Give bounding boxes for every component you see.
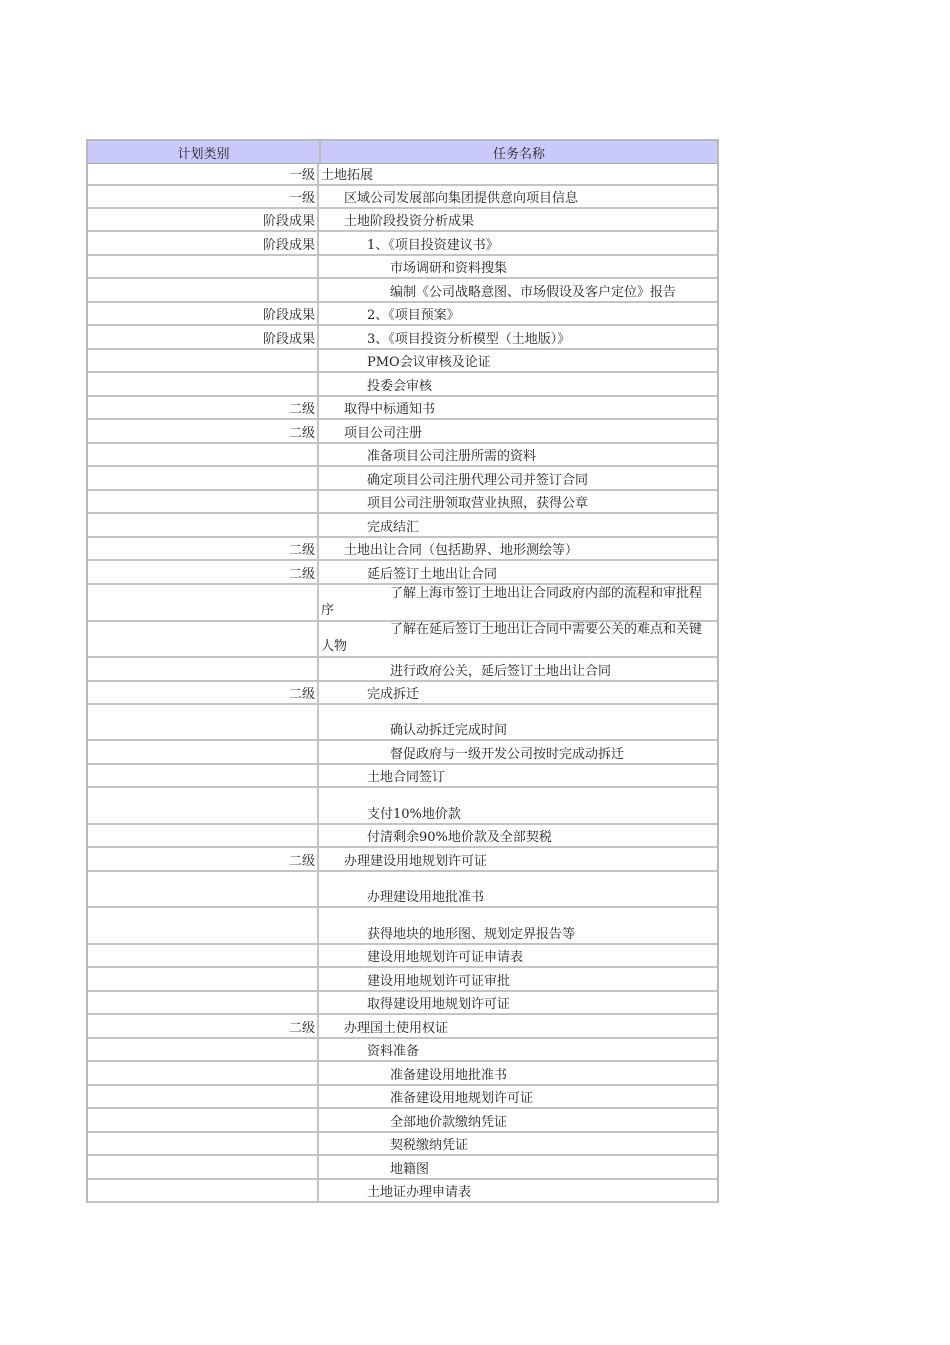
task-name-cell <box>319 209 717 230</box>
table-row <box>88 1015 717 1039</box>
table-row <box>88 561 717 585</box>
category-cell <box>88 1180 319 1201</box>
task-name-cell <box>319 1086 717 1107</box>
category-cell <box>88 444 319 465</box>
table-row <box>88 968 717 992</box>
category-cell: 二级 <box>88 1015 319 1037</box>
category-cell <box>88 373 319 395</box>
task-name-text: 确定项目公司注册代理公司并签订合同 <box>367 473 589 488</box>
table-row <box>88 1133 717 1156</box>
table-body <box>88 164 717 1203</box>
task-name-cell <box>319 968 717 990</box>
category-cell: 一级 <box>88 164 319 184</box>
category-cell: 阶段成果 <box>88 232 319 254</box>
category-cell <box>88 622 319 656</box>
category-cell <box>88 1039 319 1060</box>
category-cell <box>88 491 319 512</box>
category-cell <box>88 1156 319 1178</box>
task-name-text: 取得中标通知书 <box>344 402 436 417</box>
table-row <box>88 1156 717 1180</box>
table-row <box>88 658 717 682</box>
category-cell <box>88 1133 319 1154</box>
task-name-cell <box>319 848 717 870</box>
task-name-cell <box>319 256 717 277</box>
table-row <box>88 848 717 872</box>
table-row <box>88 872 717 908</box>
task-name-text: 土地阶段投资分析成果 <box>344 214 475 229</box>
task-name-text: 办理建设用地规划许可证 <box>344 854 488 869</box>
task-name-cell <box>319 303 717 324</box>
category-cell: 二级 <box>88 561 319 583</box>
task-name-text: 市场调研和资料搜集 <box>390 261 508 276</box>
task-name-text: 准备项目公司注册所需的资料 <box>367 449 537 464</box>
task-name-cell <box>319 945 717 966</box>
task-name-cell <box>319 1039 717 1060</box>
task-name-text: 获得地块的地形图、规划定界报告等 <box>367 927 576 942</box>
task-name-cell <box>319 908 717 943</box>
table-row <box>88 373 717 397</box>
table-row <box>88 1086 717 1109</box>
task-name-text: 了解上海市签订土地出让合同政府内部的流程和审批程序 <box>321 586 703 618</box>
table-row <box>88 1039 717 1062</box>
category-cell <box>88 705 319 739</box>
task-name-cell <box>319 1180 717 1201</box>
task-name-cell <box>319 992 717 1013</box>
table-row <box>88 825 717 848</box>
task-name-text: PMO会议审核及论证 <box>367 355 491 370</box>
table-row <box>88 788 717 825</box>
table-row <box>88 491 717 514</box>
task-name-text: 3、《项目投资分析模型（土地版）》 <box>367 332 571 347</box>
task-name-cell <box>319 1062 717 1084</box>
task-name-cell <box>319 561 717 583</box>
task-name-text: 取得建设用地规划许可证 <box>367 997 511 1012</box>
table-row <box>88 209 717 232</box>
task-name-text: 完成结汇 <box>367 520 420 535</box>
category-cell <box>88 788 319 823</box>
task-name-text: 资料准备 <box>367 1044 420 1059</box>
task-name-text: 契税缴纳凭证 <box>390 1138 469 1153</box>
category-cell: 阶段成果 <box>88 326 319 348</box>
category-cell: 阶段成果 <box>88 209 319 230</box>
task-name-cell <box>319 467 717 489</box>
table-row <box>88 186 717 209</box>
table-row <box>88 164 717 186</box>
task-name-text: 付清剩余90%地价款及全部契税 <box>367 830 552 845</box>
category-cell <box>88 1086 319 1107</box>
header-category: 计划类别 <box>88 141 321 163</box>
category-cell <box>88 908 319 943</box>
table-row <box>88 232 717 256</box>
task-name-cell <box>319 232 717 254</box>
task-name-text: 确认动拆迁完成时间 <box>390 723 508 738</box>
table-row <box>88 992 717 1015</box>
table-header <box>88 141 717 164</box>
table-row <box>88 420 717 444</box>
table-row <box>88 945 717 968</box>
table-row <box>88 397 717 420</box>
table-row <box>88 444 717 467</box>
table-row <box>88 279 717 303</box>
task-name-text: 编制《公司战略意图、市场假设及客户定位》报告 <box>390 285 677 300</box>
task-name-text: 进行政府公关，延后签订土地出让合同 <box>390 664 612 679</box>
task-name-text: 支付10%地价款 <box>367 807 461 822</box>
table-row <box>88 467 717 491</box>
task-name-cell <box>319 872 717 906</box>
task-name-cell <box>319 1015 717 1037</box>
task-name-text: 建设用地规划许可证申请表 <box>367 950 524 965</box>
category-cell <box>88 279 319 301</box>
task-name-cell <box>319 765 717 786</box>
category-cell: 二级 <box>88 397 319 418</box>
table-row <box>88 705 717 741</box>
task-name-cell <box>319 444 717 465</box>
table-row <box>88 1062 717 1086</box>
task-name-cell <box>319 705 717 739</box>
task-name-text: 延后签订土地出让合同 <box>367 567 498 582</box>
task-name-cell <box>319 658 717 680</box>
task-name-text: 项目公司注册领取营业执照，获得公章 <box>367 496 589 511</box>
category-cell: 一级 <box>88 186 319 207</box>
task-name-text: 2、《项目预案》 <box>367 308 460 323</box>
category-cell <box>88 968 319 990</box>
task-name-text: 土地合同签订 <box>367 770 446 785</box>
category-cell <box>88 256 319 277</box>
task-name-cell <box>319 788 717 823</box>
table-row <box>88 350 717 373</box>
task-name-text: 完成拆迁 <box>367 687 420 702</box>
task-plan-table <box>86 139 719 1203</box>
category-cell <box>88 765 319 786</box>
task-name-text: 全部地价款缴纳凭证 <box>390 1115 508 1130</box>
table-row <box>88 765 717 788</box>
task-name-text: 了解在延后签订土地出让合同中需要公关的难点和关键人物 <box>321 622 703 654</box>
task-name-text: 土地出让合同（包括勘界、地形测绘等） <box>344 543 579 558</box>
table-row <box>88 1109 717 1133</box>
task-name-cell <box>319 585 717 620</box>
task-name-cell <box>319 420 717 442</box>
table-row <box>88 514 717 538</box>
task-name-cell <box>319 326 717 348</box>
category-cell <box>88 467 319 489</box>
task-name-cell <box>319 164 717 184</box>
task-name-text: 建设用地规划许可证审批 <box>367 974 511 989</box>
task-name-text: 投委会审核 <box>367 379 433 394</box>
task-name-text: 1、《项目投资建议书》 <box>367 238 499 253</box>
table-row <box>88 682 717 705</box>
task-name-cell <box>319 350 717 371</box>
table-row <box>88 326 717 350</box>
task-name-cell <box>319 538 717 559</box>
task-name-cell <box>319 491 717 512</box>
category-cell <box>88 350 319 371</box>
category-cell <box>88 992 319 1013</box>
category-cell <box>88 1062 319 1084</box>
category-cell <box>88 585 319 620</box>
task-name-text: 督促政府与一级开发公司按时完成动拆迁 <box>390 747 625 762</box>
table-row <box>88 538 717 561</box>
task-name-text: 准备建设用地批准书 <box>390 1068 508 1083</box>
table-row <box>88 256 717 279</box>
table-row <box>88 585 717 622</box>
table-row <box>88 303 717 326</box>
category-cell <box>88 1109 319 1131</box>
category-cell <box>88 658 319 680</box>
task-name-cell <box>319 622 717 656</box>
task-name-cell <box>319 279 717 301</box>
category-cell <box>88 741 319 763</box>
task-name-text: 办理国土使用权证 <box>344 1021 449 1036</box>
category-cell <box>88 825 319 846</box>
task-name-cell <box>319 741 717 763</box>
task-name-text: 区域公司发展部向集团提供意向项目信息 <box>344 191 579 206</box>
task-name-cell <box>319 397 717 418</box>
category-cell <box>88 945 319 966</box>
table-row <box>88 908 717 945</box>
category-cell <box>88 514 319 536</box>
category-cell: 二级 <box>88 848 319 870</box>
table-row <box>88 622 717 658</box>
task-name-cell <box>319 1156 717 1178</box>
header-task-name: 任务名称 <box>492 146 545 162</box>
category-cell: 二级 <box>88 420 319 442</box>
task-name-cell <box>319 514 717 536</box>
table-row <box>88 741 717 765</box>
category-cell: 二级 <box>88 682 319 703</box>
category-cell <box>88 872 319 906</box>
task-name-text: 地籍图 <box>390 1162 430 1177</box>
task-name-text: 办理建设用地批准书 <box>367 890 485 905</box>
task-name-cell <box>319 1133 717 1154</box>
category-cell: 二级 <box>88 538 319 559</box>
task-name-cell <box>319 1109 717 1131</box>
category-cell: 阶段成果 <box>88 303 319 324</box>
task-name-cell <box>319 682 717 703</box>
task-name-text: 土地证办理申请表 <box>367 1185 472 1200</box>
task-name-text: 项目公司注册 <box>344 426 423 441</box>
task-name-cell <box>319 186 717 207</box>
task-name-text: 准备建设用地规划许可证 <box>390 1091 534 1106</box>
task-name-text: 土地拓展 <box>321 168 374 183</box>
task-name-cell <box>319 825 717 846</box>
table-row <box>88 1180 717 1203</box>
task-name-cell <box>319 373 717 395</box>
